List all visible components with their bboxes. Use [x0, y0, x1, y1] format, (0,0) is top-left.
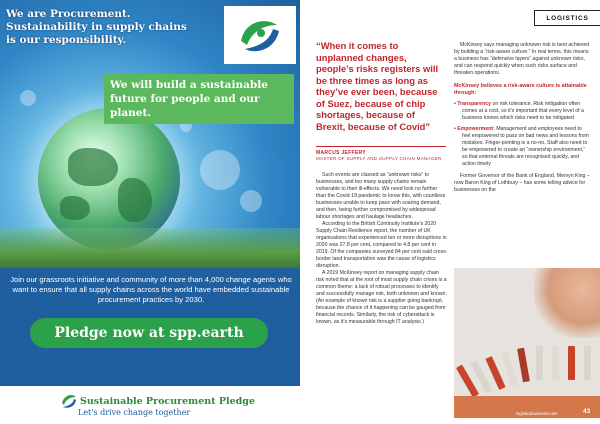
bullet-item: • Transparency on risk tolerance. Risk mitigation often comes at a cost, so it’s important that every level of a business knows which risks need to be mitigated — [454, 101, 584, 121]
hand-image — [534, 268, 600, 338]
bullet-text: on risk tolerance. Risk mitigation often comes at a cost, so it’s important that every level of a business knows which risks need to be mitigated — [462, 101, 584, 121]
section-label: LOGISTICS — [534, 10, 600, 26]
page-number: 43 — [583, 408, 591, 415]
bullet-key: Transparency — [457, 101, 492, 107]
quote-divider — [316, 146, 446, 147]
pull-quote: “When it comes to unplanned changes, people’s risks registers will be three times as long as they’ve ever been, because of Suez, because of chip shortages, because of Brexit, because of Covid” — [316, 40, 439, 132]
pledge-button[interactable]: Pledge now at spp.earth — [30, 318, 268, 348]
quote-author: MARCUS JEFFERY — [316, 150, 366, 156]
article-column-2 — [454, 42, 590, 194]
spp-small-logo-icon — [60, 392, 78, 410]
bullet-key: Empowerment: — [457, 126, 495, 132]
article-column-1 — [316, 172, 448, 326]
brand-slogan: Let's drive change together — [78, 408, 191, 417]
footer-url: logisticsbusiness.com — [516, 411, 558, 416]
quote-author-role: MASTER OF SUPPLY AND SUPPLY CHAIN MANAGER — [316, 156, 442, 161]
article-page — [300, 0, 600, 424]
paragraph: A 2019 McKinsey report on managing supply chain risk noted that at the root of most supply chain crises is a common theme: a lack of robust processes to identify and successfully manage risk, both unknown and known. (An example of known risk is a supplier going bankrupt, because the chance of it happening can be gauged from financial records. Similarly, the risk of cyberattack is known, as it’s measurable through IT analysis.) — [316, 270, 447, 325]
paragraph: McKinsey says managing unknown risk is best achieved by building a “risk-aware culture.” In real terms, this means a business has “defensive layers” against unknown risks, and can respond quickly when such risks surface and threaten operations. — [454, 42, 590, 76]
brand-name: Sustainable Procurement Pledge — [80, 396, 255, 407]
ad-join-text: Join our grassroots initiative and community of more than 4,000 change agents who want to ensure that all supply chains across the world have embedded sustainable procurement practices by 2030. — [10, 275, 292, 304]
bullet-item: • Empowerment: Management and employees need to feel empowered to pass on bad news and lessons from mistakes. Finger-pointing is a no-no. Staff also need to be empowered to create an “ownership environment,” so that external threats are recognised quickly, and action timely — [454, 126, 589, 167]
spp-logo — [224, 6, 296, 64]
grass-image — [0, 228, 300, 268]
leaf-hands-icon — [231, 11, 289, 59]
subheading: McKinsey believes a risk-aware culture is attainable through: — [454, 83, 587, 96]
paragraph: Such events are classed as “unknown risks” to businesses, and too many supply chains remain vulnerable to their ill-effects. We need look no further than the Covid-19 pandemic to know this, with countless businesses unable to keep pace with soaring demand, and then, being further compromised by widespread labour shortages and haulage headaches. — [316, 172, 446, 220]
bullet-text: Management and employees need to feel empowered to pass on bad news and lessons from mistakes. Finger-pointing is a no-no. Staff also need to be empowered to create an “ownership environment,” so that external threats are recognised quickly, and action timely — [462, 126, 589, 167]
paragraph: Former Governor of the Bank of England, Mervyn King – now Baron King of Lothbury – has some telling advice for businesses on the — [454, 173, 590, 193]
dominoes-photo — [454, 268, 600, 418]
ad-tagline: We will build a sustainable future for people and our planet. — [104, 74, 294, 124]
paragraph: According to the British Continuity Institute’s 2020 Supply Chain Resilience report, the number of UK organisations that experienced ten or more disruptions in 2020 was 27.8 per cent, compared to 4.8 per cent in 2019. Of the companies surveyed 84 per cent said cross-border land transportation was the cause of logistics disruption. — [316, 221, 448, 269]
ad-headline: We are Procurement. Sustainability in supply chains is our responsibility. — [6, 8, 187, 46]
